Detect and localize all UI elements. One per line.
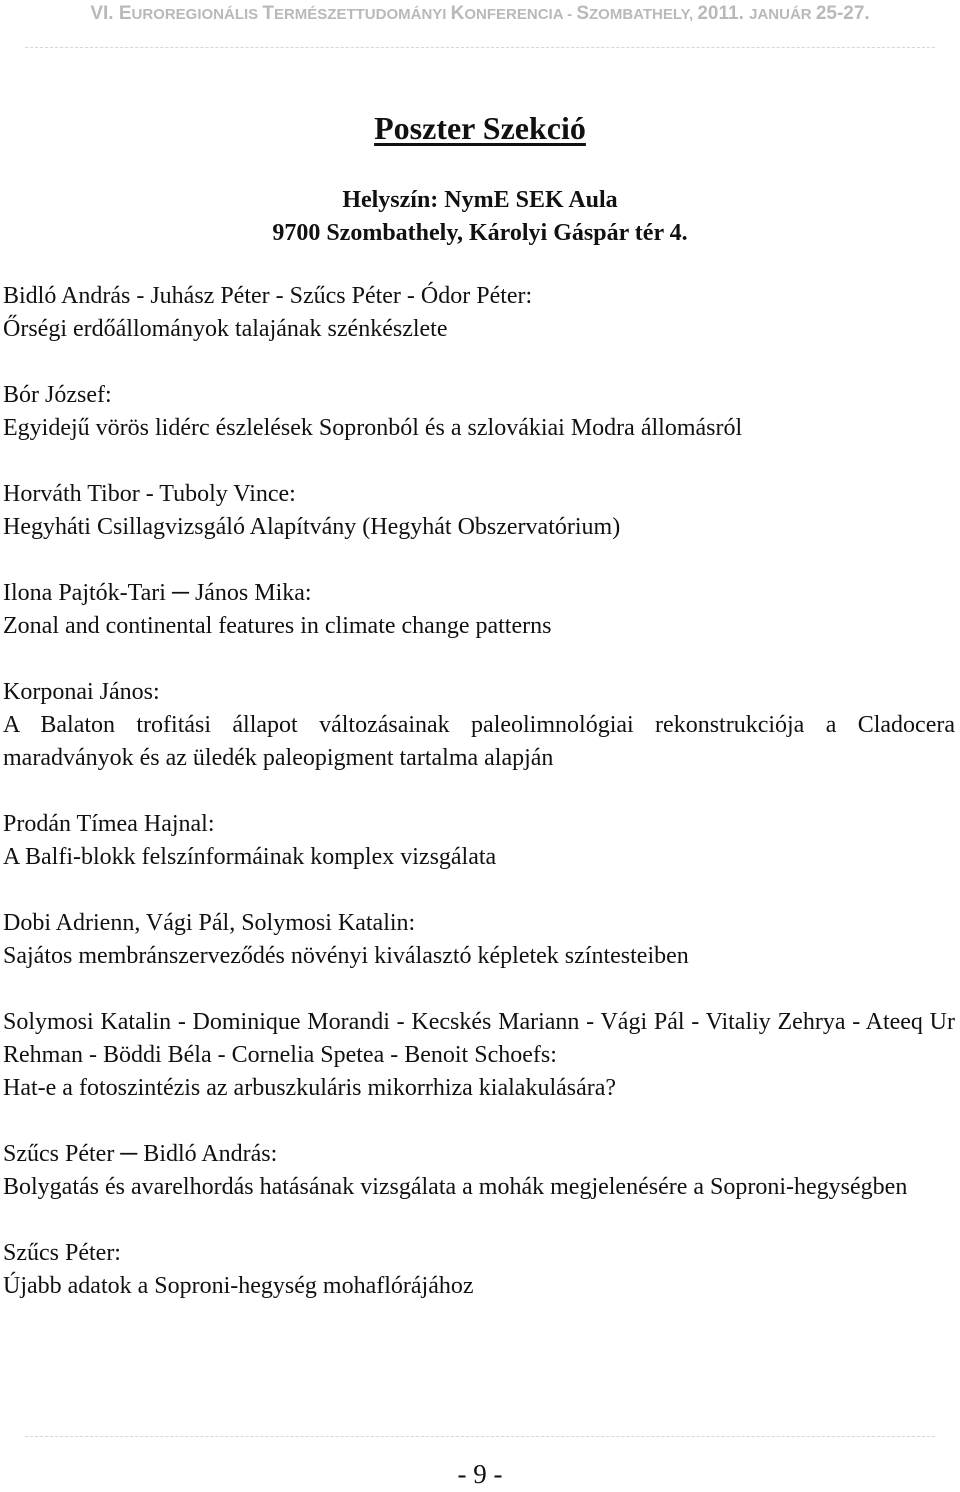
poster-title: Bolygatás és avarelhordás hatásának vizsgálata a mohák megjelenésére a Soproni-hegységben — [3, 1174, 908, 1200]
poster-title: A Balfi-blokk felszínformáinak komplex vizsgálata — [3, 844, 497, 870]
poster-title: Hat-e a fotoszintézis az arbuszkuláris mikorrhiza kialakulására? — [3, 1075, 617, 1101]
header-text: 25-27. — [815, 3, 870, 24]
poster-authors: Prodán Tímea Hajnal: — [3, 811, 215, 837]
page-number: - 9 - — [457, 1459, 503, 1489]
poster-authors: Dobi Adrienn, Vági Pál, Solymosi Katalin: — [3, 910, 416, 936]
header-text: ONFERENCIA - — [464, 6, 577, 23]
header-divider — [25, 47, 935, 48]
header-text: 2011. — [697, 3, 750, 24]
poster-entry — [3, 280, 955, 346]
venue-line-2: 9700 Szombathely, Károlyi Gáspár tér 4. — [272, 220, 688, 246]
poster-authors: Bór József: — [3, 382, 112, 408]
header-text: JANUÁR — [749, 6, 816, 23]
poster-entry — [3, 379, 955, 445]
poster-title: Újabb adatok a Soproni-hegység mohaflórájához — [3, 1273, 474, 1299]
header-text: UROREGIONÁLIS — [131, 6, 263, 23]
poster-entry — [3, 1006, 955, 1105]
footer-divider — [25, 1436, 935, 1437]
section-title: Poszter Szekció — [374, 110, 586, 146]
venue-line-1: Helyszín: NymE SEK Aula — [342, 187, 618, 213]
header-text: S — [576, 3, 589, 24]
poster-entry — [3, 808, 955, 874]
poster-entry — [3, 676, 955, 775]
poster-entry — [3, 577, 955, 643]
poster-authors: Szűcs Péter ─ Bidló András: — [3, 1141, 278, 1167]
header-text: ZOMBATHELY, — [589, 6, 698, 23]
poster-title: Őrségi erdőállományok talajának szénkészlete — [3, 316, 448, 342]
poster-authors: Ilona Pajtók-Tari ─ János Mika: — [3, 580, 312, 606]
poster-list — [3, 280, 955, 1336]
poster-authors: Bidló András - Juhász Péter - Szűcs Péter - Ódor Péter: — [3, 283, 533, 309]
poster-title: Zonal and continental features in climate change patterns — [3, 613, 552, 639]
header-text: ERMÉSZETTUDOMÁNYI — [273, 6, 451, 23]
poster-entry — [3, 478, 955, 544]
poster-authors: Korponai János: — [3, 679, 160, 705]
header-text: VI. E — [90, 3, 132, 24]
poster-title: Sajátos membránszerveződés növényi kiválasztó képletek színtesteiben — [3, 943, 689, 969]
poster-entry — [3, 907, 955, 973]
poster-entry — [3, 1237, 955, 1303]
running-header — [0, 3, 960, 25]
poster-authors: Szűcs Péter: — [3, 1240, 121, 1266]
poster-entry — [3, 1138, 955, 1204]
poster-authors: Solymosi Katalin - Dominique Morandi - Kecskés Mariann - Vági Pál - Vitaliy Zehrya - Ateeq Ur Rehman - Böddi Béla - Cornelia Spetea - Benoit Schoefs: — [3, 1009, 955, 1068]
poster-title: Egyidejű vörös lidérc észlelések Sopronból és a szlovákiai Modra állomásról — [3, 415, 743, 441]
poster-title: Hegyháti Csillagvizsgáló Alapítvány (Hegyhát Obszervatórium) — [3, 514, 621, 540]
poster-title: A Balaton trofitási állapot változásainak paleolimnológiai rekonstrukciója a Cladocera maradványok és az üledék paleopigment tartalma alapján — [3, 712, 955, 771]
poster-authors: Horváth Tibor - Tuboly Vince: — [3, 481, 296, 507]
header-text: K — [450, 3, 465, 24]
header-text: T — [262, 3, 274, 24]
